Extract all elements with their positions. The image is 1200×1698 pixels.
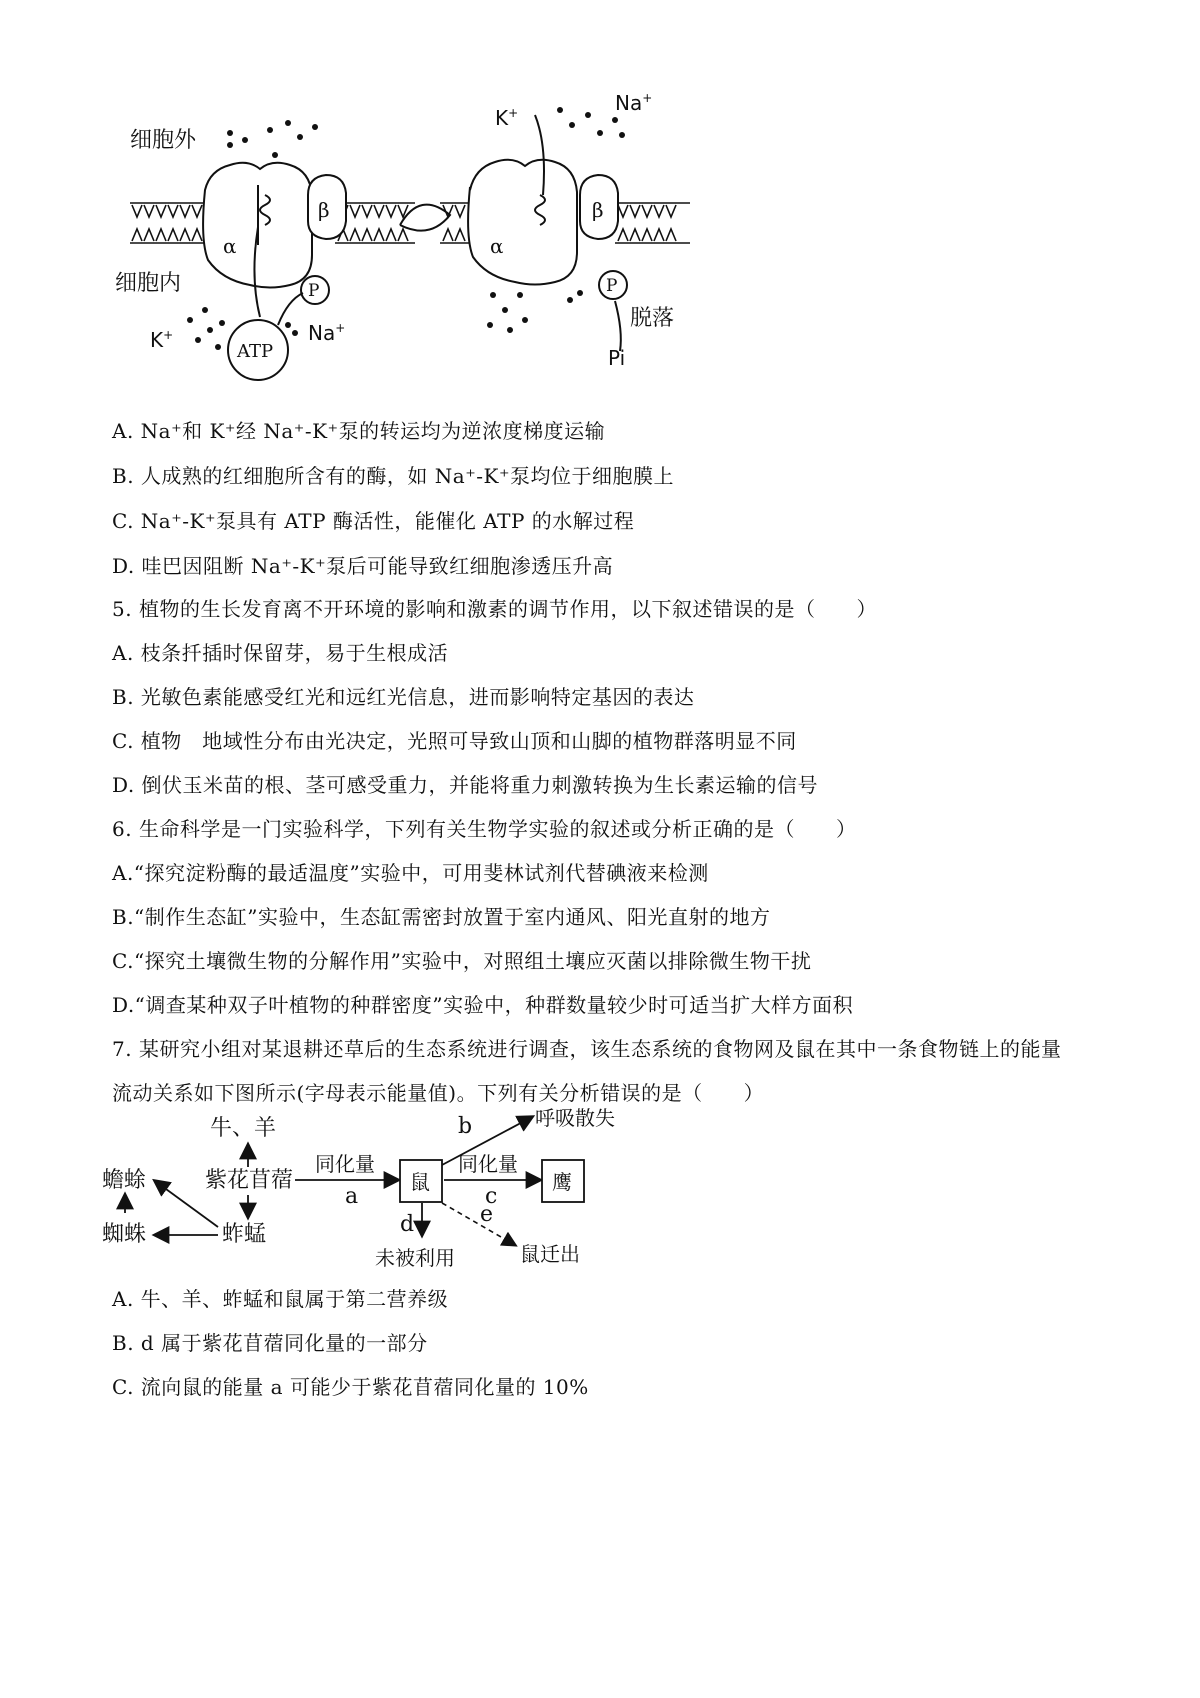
- q6-option-d: D.“调查某种双子叶植物的种群密度”实验中，种群数量较少时可适当扩大样方面积: [112, 993, 854, 1017]
- outside-cell-label: 细胞外: [130, 128, 197, 153]
- mouse-label: 鼠: [410, 1170, 430, 1194]
- q7-option-b: B. d 属于紫花苜蓿同化量的一部分: [112, 1331, 428, 1355]
- respiration-label: 呼吸散失: [535, 1106, 615, 1130]
- pi-label: Pi: [608, 346, 626, 370]
- inside-cell-label: 细胞内: [115, 271, 182, 296]
- na-ion-label-left: Na+: [308, 321, 346, 345]
- energy-d-label: d: [400, 1212, 415, 1237]
- q7-option-a: A. 牛、羊、蚱蜢和鼠属于第二营养级: [112, 1287, 449, 1311]
- pump-left: [203, 163, 346, 288]
- unused-label: 未被利用: [375, 1246, 455, 1270]
- q6-stem: 6. 生命科学是一门实验科学，下列有关生物学实验的叙述或分析正确的是（ ）: [112, 817, 857, 841]
- q5-option-a: A. 枝条扦插时保留芽，易于生根成活: [112, 641, 449, 665]
- phosphate-label-right: P: [606, 276, 618, 296]
- assimilation-label-2: 同化量: [458, 1152, 518, 1176]
- energy-a-label: a: [345, 1184, 359, 1209]
- alpha-subunit-label: α: [223, 234, 237, 258]
- q5-option-b: B. 光敏色素能感受红光和远红光信息，进而影响特定基因的表达: [112, 685, 695, 709]
- q4-option-a: A. Na⁺和 K⁺经 Na⁺-K⁺泵的转运均为逆浓度梯度运输: [112, 419, 606, 443]
- energy-e-label: e: [480, 1202, 494, 1227]
- phosphate-label-left: P: [308, 281, 320, 301]
- q4-option-d: D. 哇巴因阻断 Na⁺-K⁺泵后可能导致红细胞渗透压升高: [112, 554, 614, 578]
- q4-option-b: B. 人成熟的红细胞所含有的酶，如 Na⁺-K⁺泵均位于细胞膜上: [112, 464, 675, 488]
- cattle-sheep-label: 牛、羊: [210, 1116, 277, 1141]
- q6-option-a: A.“探究淀粉酶的最适温度”实验中，可用斐林试剂代替碘液来检测: [112, 861, 709, 885]
- sodium-potassium-pump-figure: [110, 85, 710, 385]
- na-ion-label-right: Na+: [615, 91, 653, 115]
- toad-label: 蟾蜍: [102, 1168, 147, 1193]
- assimilation-label-1: 同化量: [315, 1152, 375, 1176]
- beta-subunit-label: β: [318, 198, 330, 222]
- k-ion-label-left: K+: [150, 328, 174, 352]
- q5-stem: 5. 植物的生长发育离不开环境的影响和激素的调节作用，以下叙述错误的是（ ）: [112, 597, 877, 621]
- q4-option-c: C. Na⁺-K⁺泵具有 ATP 酶活性，能催化 ATP 的水解过程: [112, 509, 635, 533]
- q5-option-d: D. 倒伏玉米苗的根、茎可感受重力，并能将重力刺激转换为生长素运输的信号: [112, 773, 819, 797]
- state-transition-arrows: [400, 205, 450, 231]
- q7-stem-cont: 流动关系如下图所示(字母表示能量值)。下列有关分析错误的是（ ）: [112, 1081, 765, 1105]
- q5-option-c: C. 植物 地域性分布由光决定，光照可导致山顶和山脚的植物群落明显不同: [112, 729, 797, 753]
- food-web-figure: [100, 1105, 660, 1280]
- alpha-subunit-label-right: α: [490, 234, 504, 258]
- spider-label: 蜘蛛: [102, 1222, 147, 1247]
- mouse-emigrate-label: 鼠迁出: [520, 1242, 580, 1266]
- detach-label: 脱落: [630, 306, 675, 331]
- q6-option-b: B.“制作生态缸”实验中，生态缸需密封放置于室内通风、阳光直射的地方: [112, 905, 771, 929]
- k-ion-label-right: K+: [495, 106, 519, 130]
- q7-stem: 7. 某研究小组对某退耕还草后的生态系统进行调查，该生态系统的食物网及鼠在其中一条食物链上的能量: [112, 1037, 1062, 1061]
- energy-b-label: b: [458, 1114, 473, 1139]
- atp-label: ATP: [237, 341, 274, 362]
- grasshopper-label: 蚱蜢: [222, 1222, 267, 1247]
- beta-subunit-label-right: β: [592, 198, 604, 222]
- energy-c-label: c: [485, 1184, 498, 1209]
- alfalfa-label: 紫花苜蓿: [205, 1168, 294, 1193]
- q7-option-c: C. 流向鼠的能量 a 可能少于紫花苜蓿同化量的 10%: [112, 1375, 589, 1399]
- q6-option-c: C.“探究土壤微生物的分解作用”实验中，对照组土壤应灭菌以排除微生物干扰: [112, 949, 812, 973]
- hawk-label: 鹰: [552, 1170, 572, 1194]
